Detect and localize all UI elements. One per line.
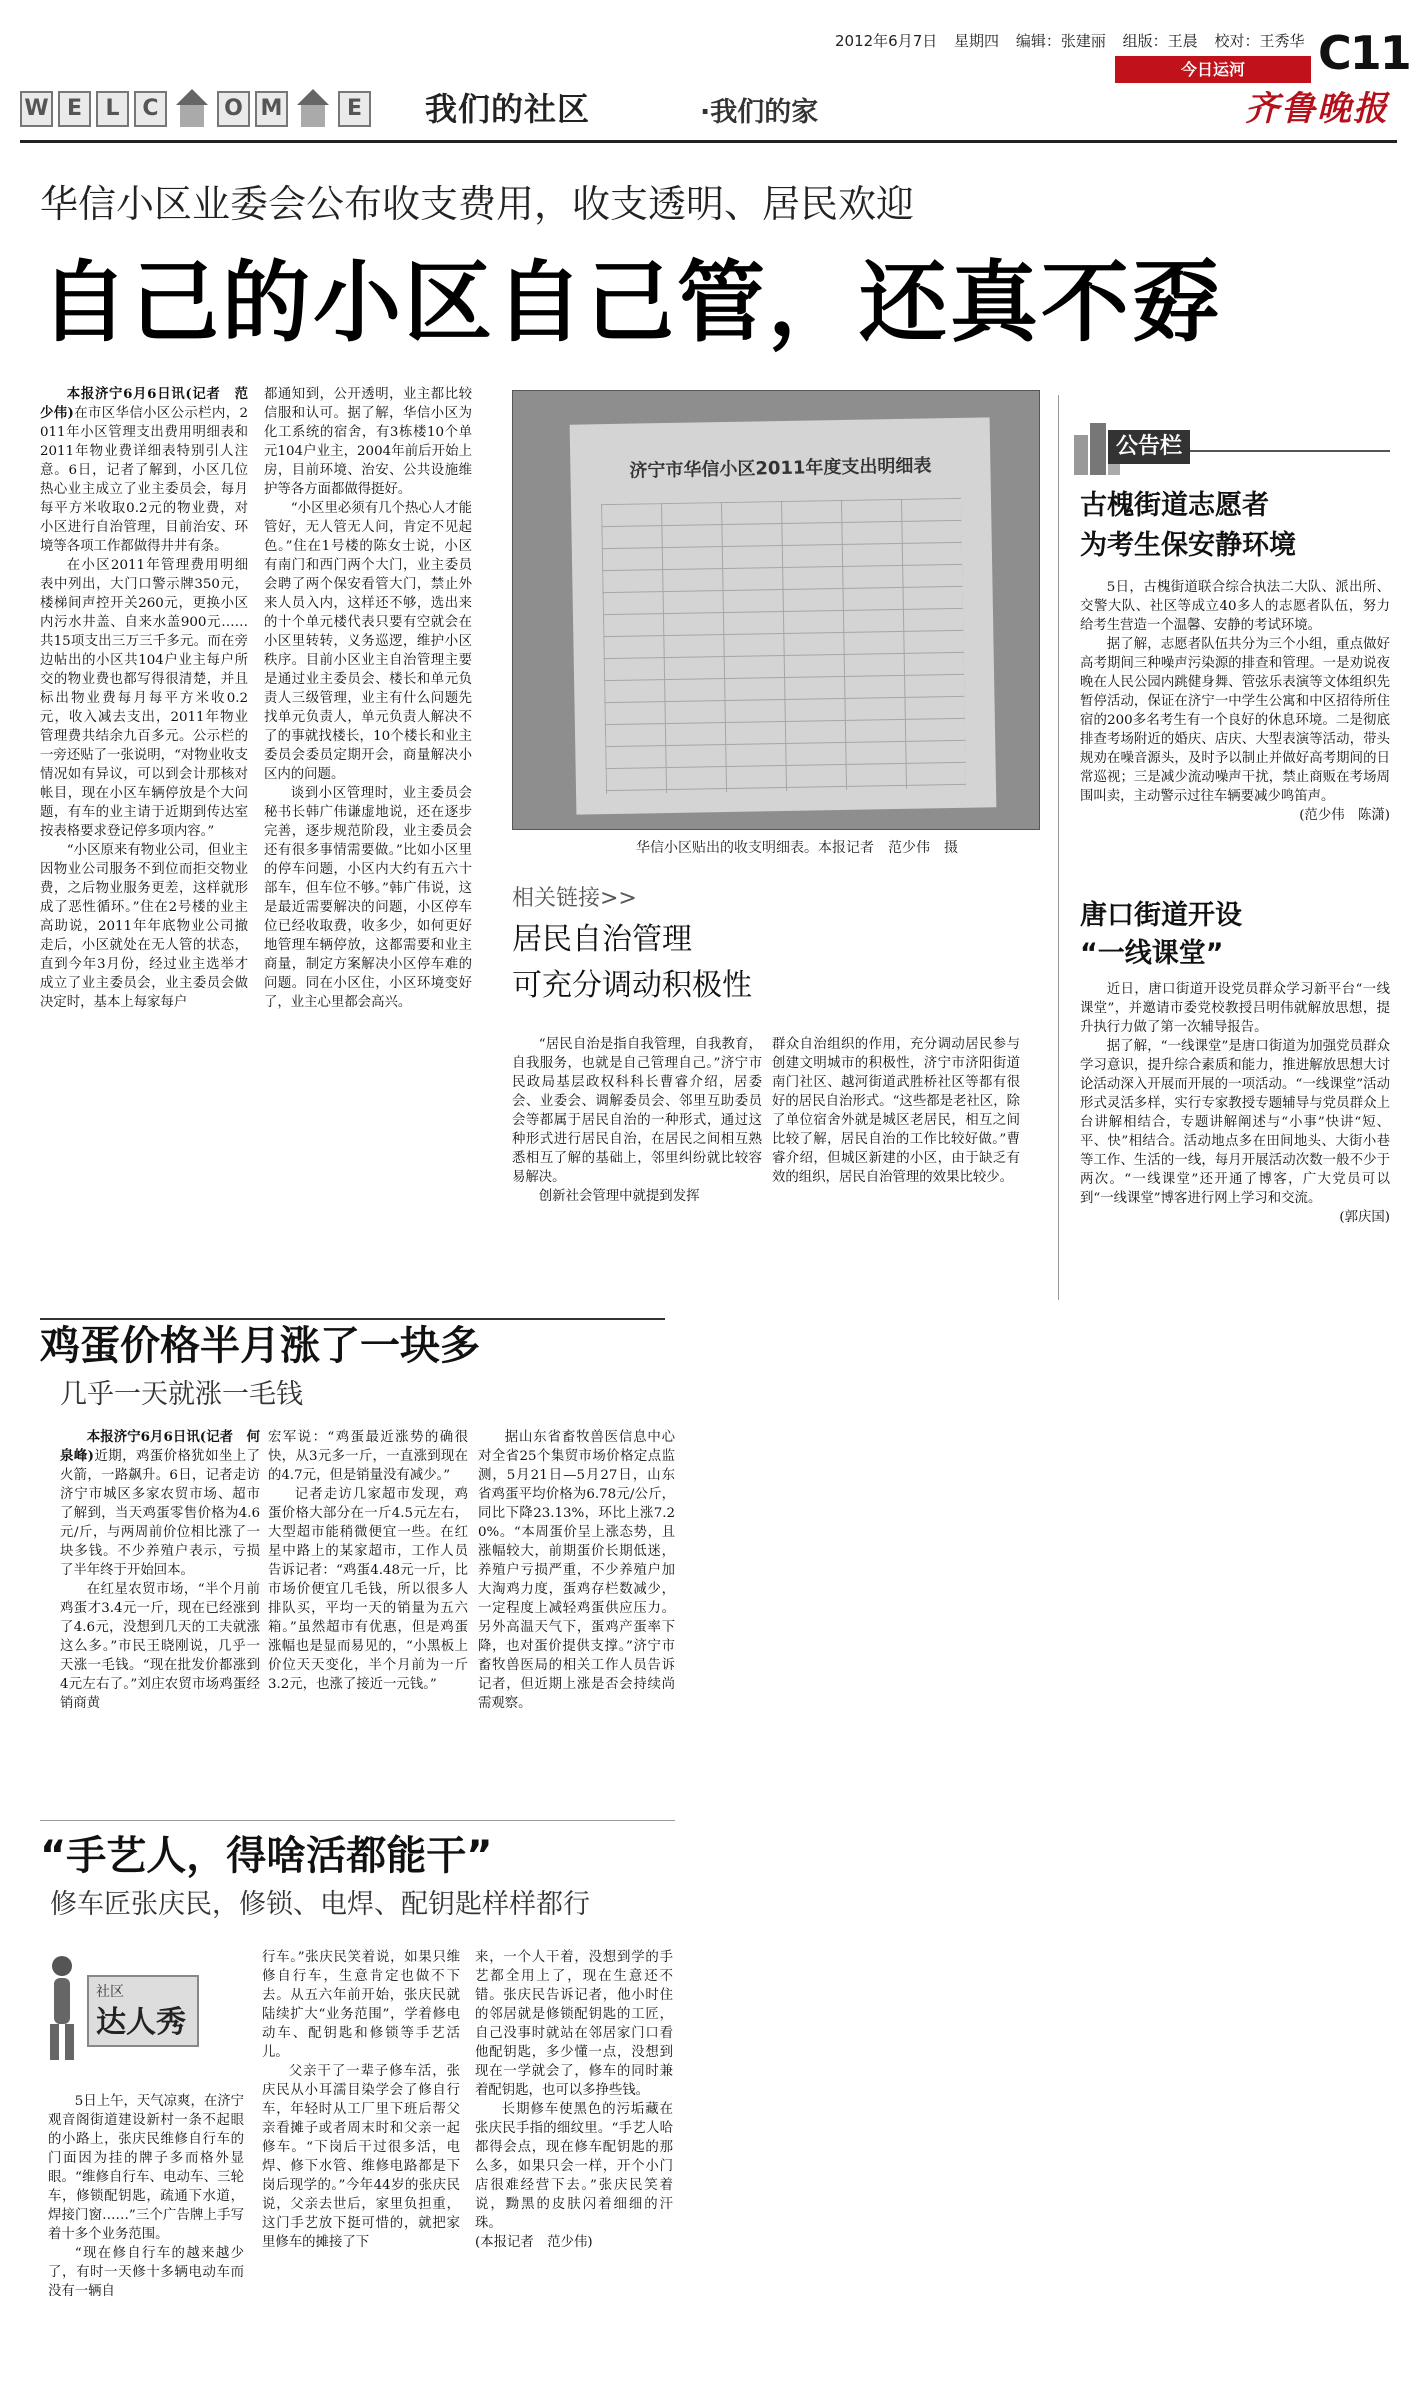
egg-col3 <box>478 1428 675 1810</box>
craft-col2-text: 行车。”张庆民笑着说，如果只维修自行车，生意肯定也做不下去。从五六年前开始，张庆民就陆续扩大“业务范围”，学着修电动车、配钥匙和修锁等手艺活儿。 <box>262 1950 460 2060</box>
newspaper-logo: 齐鲁晚报 <box>1245 89 1389 129</box>
issue-weekday: 星期四 <box>954 32 1000 50</box>
craft-col1 <box>48 2092 244 2362</box>
board-title: 济宁市华信小区2011年度支出明细表 <box>629 455 932 482</box>
main-col2-text: 都通知到，公开透明，业主都比较信服和认可。据了解，华信小区为化工系统的宿舍，有3栋楼10个单元104户业主，2004年前后开始上房，目前环境、治安、公共设施维护等各方面都做得挺好。 <box>264 387 472 497</box>
bulletin2-title-line2: “一线课堂” <box>1080 938 1224 969</box>
house-icon <box>293 89 333 129</box>
bulletin1-title-line2: 为考生保安静环境 <box>1080 530 1296 561</box>
related-col1 <box>512 1035 762 1305</box>
header-meta <box>835 30 1316 51</box>
issue-date: 2012年6月7日 <box>835 32 938 50</box>
bulletin2-p1: 近日，唐口街道开设党员群众学习新平台“一线课堂”，并邀请市委党校教授吕明伟就解放思想，提升执行力做了第一次辅导报告。 <box>1080 982 1390 1035</box>
welcome-letter: M <box>255 91 288 127</box>
talent-icon-top-text: 社区 <box>96 1984 124 2000</box>
bulletin2-body <box>1080 980 1390 1310</box>
main-col1-p2: 在小区2011年管理费用明细表中列出，大门口警示牌350元，楼梯间声控开关260元，更换小区内污水井盖、自来水盖900元……共15项支出三万三千多元。而在旁边帖出的小区共104户业主每户所交的物业费也都写得很清楚，并且标出物业费每月每平方米收0.2元，收入减去支出，2011年物业管理费共结余九百多元。公示栏的一旁还贴了一张说明，“对物业收支情况如有异议，可以到会计那核对帐目，现在小区车辆停放是个大问题，有车的业主请于近期到传达室按表格要求登记停多项内容。” <box>40 558 248 839</box>
layout-credit: 组版：王晨 <box>1122 32 1198 50</box>
section-tab: 今日运河 <box>1115 56 1311 83</box>
related-col1-tail: 创新社会管理中就提到发挥 <box>538 1189 700 1204</box>
bulletin1-title-line1: 古槐街道志愿者 <box>1080 490 1269 521</box>
section-divider <box>40 1820 675 1821</box>
proof-credit: 校对：王秀华 <box>1214 32 1305 50</box>
bulletin-label: 公告栏 <box>1108 430 1190 464</box>
board-table-grid <box>601 498 966 794</box>
main-col2-p2: “小区里必须有几个热心人才能管好，无人管无人问，肯定不见起色。”住在1号楼的陈女士说，小区有南门和西门两个大门，业主委员会聘了两个保安看管大门，禁止外来人员入内，这样还不够，选出来的十个单元楼代表只要有空就会在小区里转转，义务巡逻，维护小区秩序。目前小区业主自治管理主要是通过业主委员会、楼长和单元负责人三级管理，业主有什么问题先找单元负责人，单元负责人解决不了的事就找楼长，10个楼长和业主委员会委员定期开会，商量解决小区内的问题。 <box>264 501 472 782</box>
main-byline: 本报济宁6月6日讯(记者 范少伟) <box>40 386 248 421</box>
talent-show-icon <box>40 1948 215 2066</box>
main-col1-text: 在市区华信小区公示栏内，2011年小区管理支出费用明细表和2011年物业费详细表特别引人注意。6日，记者了解到，小区几位热心业主成立了业主委员会，每月每平方米收取0.2元的物业费，对小区进行自治管理，目前治安、环境等各项工作都做得井井有条。 <box>40 406 248 554</box>
notice-board-photo <box>512 390 1040 830</box>
egg-headline: 鸡蛋价格半月涨了一块多 <box>40 1323 480 1369</box>
egg-col3-text: 据山东省畜牧兽医信息中心对全省25个集贸市场价格定点监测，5月21日—5月27日，山东省鸡蛋平均价格为6.78元/公斤，同比下降23.13%，环比上涨7.20%。“本周蛋价呈上涨态势，且涨幅较大，前期蛋价长期低迷，养殖户亏损严重，不少养殖户加大淘鸡力度，蛋鸡存栏数减少，一定程度上减轻鸡蛋供应压力。另外高温天气下，蛋鸡产蛋率下降，也对蛋价提供支撑。”济宁市畜牧兽医局的相关工作人员告诉记者，但近期上涨是否会持续尚需观察。 <box>478 1430 675 1711</box>
welcome-letter: O <box>217 91 250 127</box>
bulletin-divider <box>1190 450 1390 452</box>
related-col2-text: 群众自治组织的作用，充分调动居民参与创建文明城市的积极性，济宁市济阳街道南门社区、越河街道武胜桥社区等都有很好的居民自治形式。“这些都是老社区，除了单位宿舍外就是城区老居民，相互之间比较了解，居民自治的工作比较好做。”曹睿介绍，但城区新建的小区，由于缺乏有效的组织，居民自治管理的效果比较少。 <box>772 1037 1020 1185</box>
bulletin1-body <box>1080 578 1390 893</box>
craft-col3-text: 来，一个人干着，没想到学的手艺都全用上了，现在生意还不错。张庆民告诉记者，他小时住的邻居就是修锁配钥匙的工匠，自己没事时就站在邻居家门口看他配钥匙，多少懂一点，没想到现在一学就会了，修车的同时兼着配钥匙，也可以多挣些钱。 <box>475 1950 673 2098</box>
photo-caption: 华信小区贴出的收支明细表。本报记者 范少伟 摄 <box>636 840 958 856</box>
related-col2 <box>772 1035 1020 1305</box>
egg-byline: 本报济宁6月6日讯(记者 何泉峰) <box>60 1429 260 1464</box>
column-subtitle: ·我们的家 <box>700 97 819 128</box>
column-title: 我们的社区 <box>425 90 591 128</box>
related-col1-text: “居民自治是指自我管理，自我教育，自我服务，也就是自己管理自己。”济宁市民政局基层政权科科长曹睿介绍，居委会、业委会、调解委员会、邻里互助委员会等都属于居民自治的一种形式，通过这种形式进行居民自治，在居民之间相互熟悉相互了解的基础上，邻里纠纷就比较容易解决。 <box>512 1037 762 1185</box>
welcome-letter: W <box>20 91 53 127</box>
column-divider <box>1058 395 1059 1300</box>
egg-col2 <box>268 1428 468 1810</box>
craft-col3-p2: 长期修车使黑色的污垢藏在张庆民手指的细纹里。“手艺人哈都得会点，现在修车配钥匙的那么多，如果只会一样，开个小门店很难经营下去。”张庆民笑着说，黝黑的皮肤闪着细细的汗珠。 <box>475 2102 673 2231</box>
craft-col2-p2: 父亲干了一辈子修车活，张庆民从小耳濡目染学会了修自行车，年轻时从工厂里下班后帮父亲看摊子或者周末时和父亲一起修车。“下岗后干过很多活，电焊、修下水管、维修电路都是下岗后现学的。”今年44岁的张庆民说，父亲去世后，家里负担重，这门手艺放下挺可惜的，就把家里修车的摊接了下 <box>262 2064 460 2250</box>
welcome-letter: E <box>338 91 371 127</box>
main-kicker: 华信小区业委会公布收支费用，收支透明、居民欢迎 <box>40 182 915 226</box>
related-title-line1: 居民自治管理 <box>512 922 692 957</box>
craft-subhead: 修车匠张庆民，修锁、电焊、配钥匙样样都行 <box>50 1889 590 1920</box>
craft-col1-p2: “现在修自行车的越来越少了，有时一天修十多辆电动车而没有一辆自 <box>48 2246 244 2299</box>
page-number: C11 <box>1318 26 1410 80</box>
editor-credit: 编辑：张建丽 <box>1015 32 1106 50</box>
main-story-col2 <box>264 385 472 1305</box>
craft-col3 <box>475 1948 673 2362</box>
bulletin2-credit: (郭庆国) <box>1339 1210 1390 1225</box>
egg-col1 <box>60 1428 260 1810</box>
talent-icon-main-text: 达人秀 <box>96 2005 186 2040</box>
egg-col1-p2: 在红星农贸市场，“半个月前鸡蛋才3.4元一斤，现在已经涨到了4.6元，没想到几天的工夫就涨这么多。”市民王晓刚说，几乎一天涨一毛钱。“现在批发价都涨到4元左右了。”刘庄农贸市场鸡蛋经销商黄 <box>60 1582 260 1711</box>
expense-table-board <box>570 417 997 814</box>
craft-col2 <box>262 1948 460 2362</box>
welcome-letter: E <box>58 91 91 127</box>
egg-col1-text: 近期，鸡蛋价格犹如坐上了火箭，一路飙升。6日，记者走访济宁市城区多家农贸市场、超市了解到，当天鸡蛋零售价格为4.6元/斤，与两周前价位相比涨了一块多钱。不少养殖户表示，亏损了半年终于开始回本。 <box>60 1449 260 1578</box>
bulletin1-p2: 据了解，志愿者队伍共分为三个小组，重点做好高考期间三种噪声污染源的排查和管理。一是劝说夜晚在人民公园内跳健身舞、管弦乐表演等文体组织先暂停活动，保证在济宁一中学生公寓和中区招待所住宿的200多名考生有一个良好的休息环境。二是彻底排查考场附近的婚庆、店庆、大型表演等活动，带头规劝在噪音源头，及时予以制止并做好高考期间的日常巡视；三是减少流动噪声干扰，禁止商贩在考场周围叫卖，主动警示过往车辆要减少鸣笛声。 <box>1080 637 1390 804</box>
bulletin1-p1: 5日，古槐街道联合综合执法二大队、派出所、交警大队、社区等成立40多人的志愿者队伍，努力给考生营造一个温馨、安静的考试环境。 <box>1080 580 1390 633</box>
bulletin1-credit: (范少伟 陈潇) <box>1299 808 1390 823</box>
craft-credit: (本报记者 范少伟) <box>475 2235 593 2250</box>
welcome-letter: C <box>134 91 167 127</box>
welcome-banner <box>20 84 376 134</box>
main-col2-p3: 谈到小区管理时，业主委员会秘书长韩广伟谦虚地说，还在逐步完善，逐步规范阶段，业主委员会还有很多事情需要做。”比如小区里的停车问题，小区内大约有五六十部车，但车位不够。”韩广伟说，这是最近需要解决的问题，小区停车位已经收取费，收多少，如何更好地管理车辆停放，这都需要和业主商量，制定方案解决小区停车难的问题。同在小区住，小区环境变好了，业主心里都会高兴。 <box>264 786 472 1010</box>
craft-headline: “手艺人，得啥活都能干” <box>40 1833 493 1879</box>
header-divider <box>20 140 1397 143</box>
main-col1-p3: “小区原来有物业公司，但业主因物业公司服务不到位而拒交物业费，之后物业服务更差，这样就形成了恶性循环。”住在2号楼的业主高助说，2011年年底物业公司撤走后，小区就处在无人管的状态，直到今年3月份，经过业主选举才成立了业主委员会，业主委员会做决定时，基本上每家每户 <box>40 843 248 1010</box>
craft-col1-text: 5日上午，天气凉爽，在济宁观音阁街道建设新村一条不起眼的小路上，张庆民维修自行车的门面因为挂的牌子多而格外显眼。“维修自行车、电动车、三轮车，修锁配钥匙，疏通下水道，焊接门窗……”三个广告牌上手写着十多个业务范围。 <box>48 2094 244 2242</box>
related-label: 相关链接>> <box>512 886 637 911</box>
welcome-letter: L <box>96 91 129 127</box>
main-story-col1 <box>40 385 248 1305</box>
egg-subhead: 几乎一天就涨一毛钱 <box>60 1379 303 1410</box>
house-icon <box>172 89 212 129</box>
related-title-line2: 可充分调动积极性 <box>512 968 752 1003</box>
egg-col2-p2: 记者走访几家超市发现，鸡蛋价格大部分在一斤4.5元左右，大型超市能稍微便宜一些。在红星中路上的某家超市，工作人员告诉记者：“鸡蛋4.48元一斤，比市场价便宜几毛钱，所以很多人排队买，平均一天的销量为五六箱。”虽然超市有优惠，但是鸡蛋涨幅也是显而易见的，“小黑板上价位天天变化，半个月前为一斤3.2元，也涨了接近一元钱。” <box>268 1487 468 1692</box>
bulletin2-p2: 据了解，“一线课堂”是唐口街道为加强党员群众学习意识，提升综合素质和能力，推进解放思想大讨论活动深入开展而开展的一项活动。“一线课堂”活动形式灵活多样，实行专家教授专题辅导与党员群众上台讲解相结合，专题讲解阐述与“小事”快讲“短、平、快”相结合。活动地点多在田间地头、大街小巷等工作、生活的一线，每月开展活动次数一般不少于两次。“一线课堂”还开通了博客，广大党员可以到“一线课堂”博客进行网上学习和交流。 <box>1080 1039 1390 1206</box>
egg-col2-text: 宏军说：“鸡蛋最近涨势的确很快，从3元多一斤，一直涨到现在的4.7元，但是销量没有减少。” <box>268 1430 468 1483</box>
bulletin2-title-line1: 唐口街道开设 <box>1080 900 1242 931</box>
main-headline: 自己的小区自己管，还真不孬 <box>40 251 1224 354</box>
